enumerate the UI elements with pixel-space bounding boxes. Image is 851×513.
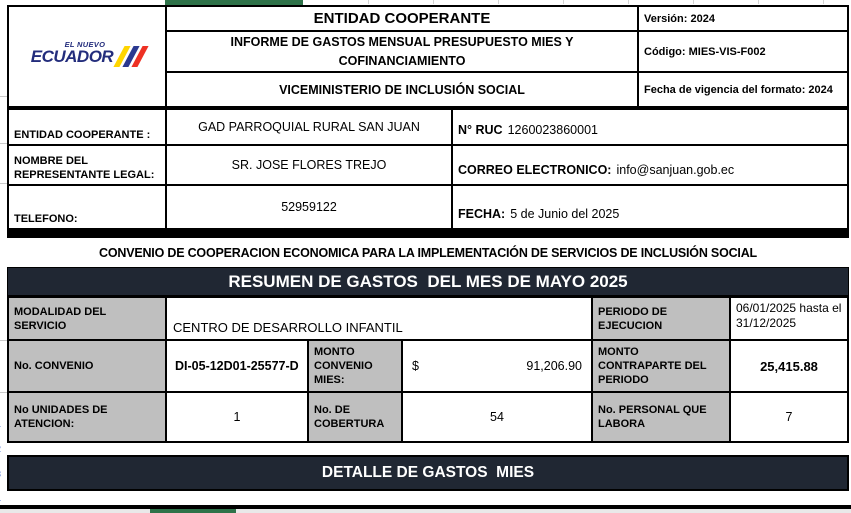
agreement-no-label: No. CONVENIO xyxy=(9,341,165,391)
detail-band-title: DETALLE DE GASTOS MIES xyxy=(7,455,849,491)
phone-value: 52959122 xyxy=(167,186,451,228)
logo-text xyxy=(30,39,114,67)
agreement-title: CONVENIO DE COOPERACION ECONOMICA PARA LA IMPLEMENTACIÓN DE SERVICIOS DE INCLUSIÓN SOCIAL xyxy=(7,238,849,267)
logo-tagline: EL NUEVO xyxy=(64,39,106,49)
agreement-no-value: DI-05-12D01-25577-D xyxy=(167,341,307,391)
modality-label: MODALIDAD DEL SERVICIO xyxy=(9,298,165,339)
row-number xyxy=(0,445,1,454)
grid-tick xyxy=(498,0,499,4)
validity-field: Fecha de vigencia del formato: 2024 xyxy=(639,73,847,106)
phone-label: TELEFONO: xyxy=(9,186,165,228)
legal-rep-value: SR. JOSE FLORES TREJO xyxy=(167,146,451,184)
grid-tick xyxy=(693,0,694,4)
counterpart-label: MONTO CONTRAPARTE DEL PERIODO xyxy=(593,341,729,391)
units-label: No UNIDADES DE ATENCION: xyxy=(9,393,165,441)
ruc-field: N° RUC 1260023860001 xyxy=(453,110,847,144)
version-field: Versión: 2024 xyxy=(639,7,847,30)
ecuador-logo xyxy=(30,39,143,67)
coverage-label: No. DE COBERTURA xyxy=(309,393,401,441)
grid-tick xyxy=(823,0,824,4)
period-value: 06/01/2025 hasta el 31/12/2025 xyxy=(731,298,847,339)
coverage-value: 54 xyxy=(403,393,591,441)
grid-tick xyxy=(758,0,759,4)
modality-value: CENTRO DE DESARROLLO INFANTIL xyxy=(167,298,591,339)
staff-value: 7 xyxy=(731,393,847,441)
sheet-green-cell-bottom xyxy=(150,509,236,513)
summary-band-title: RESUMEN DE GASTOS DEL MES DE MAYO 2025 xyxy=(7,267,849,296)
grid-tick xyxy=(433,0,434,4)
entity-info-table xyxy=(7,108,849,230)
email-field: CORREO ELECTRONICO: info@sanjuan.gob.ec xyxy=(453,146,847,184)
staff-label: No. PERSONAL QUE LABORA xyxy=(593,393,729,441)
amount-value: 91,206.90 xyxy=(526,359,582,373)
amount-label: MONTO CONVENIO MIES: xyxy=(309,341,401,391)
entity-label: ENTIDAD COOPERANTE : xyxy=(9,110,165,144)
logo-wordmark: ECUADOR xyxy=(30,46,114,66)
counterpart-value: 25,415.88 xyxy=(731,341,847,391)
grid-tick xyxy=(368,0,369,4)
logo-cell xyxy=(9,7,165,106)
units-value: 1 xyxy=(167,393,307,441)
amount-value-cell xyxy=(403,341,591,391)
row-number xyxy=(0,495,1,504)
legal-rep-label: NOMBRE DEL REPRESENTANTE LEGAL: xyxy=(9,146,165,184)
entity-value: GAD PARROQUIAL RURAL SAN JUAN xyxy=(167,110,451,144)
flag-stripes-icon xyxy=(116,46,143,67)
gutter-gridline xyxy=(0,143,7,144)
form-subtitle: INFORME DE GASTOS MENSUAL PRESUPUESTO MIES Y COFINANCIAMIENTO xyxy=(167,32,637,71)
department-title: VICEMINISTERIO DE INCLUSIÓN SOCIAL xyxy=(167,73,637,106)
code-field: Código: MIES-VIS-F002 xyxy=(639,32,847,71)
row-number xyxy=(0,420,1,429)
gutter-gridline xyxy=(0,183,7,184)
gutter-gridline xyxy=(0,340,7,341)
row-number xyxy=(0,470,1,479)
grid-tick xyxy=(563,0,564,4)
date-field: FECHA: 5 de Junio del 2025 xyxy=(453,186,847,228)
currency-symbol: $ xyxy=(412,359,419,373)
next-row-partial xyxy=(0,509,851,513)
section-divider xyxy=(7,230,849,238)
gutter-gridline xyxy=(0,392,7,393)
period-label: PERIODO DE EJECUCION xyxy=(593,298,729,339)
grid-tick xyxy=(628,0,629,4)
gutter-gridline xyxy=(0,96,7,97)
form-title: ENTIDAD COOPERANTE xyxy=(167,7,637,30)
summary-table xyxy=(7,296,849,443)
form-header-table xyxy=(7,5,849,108)
